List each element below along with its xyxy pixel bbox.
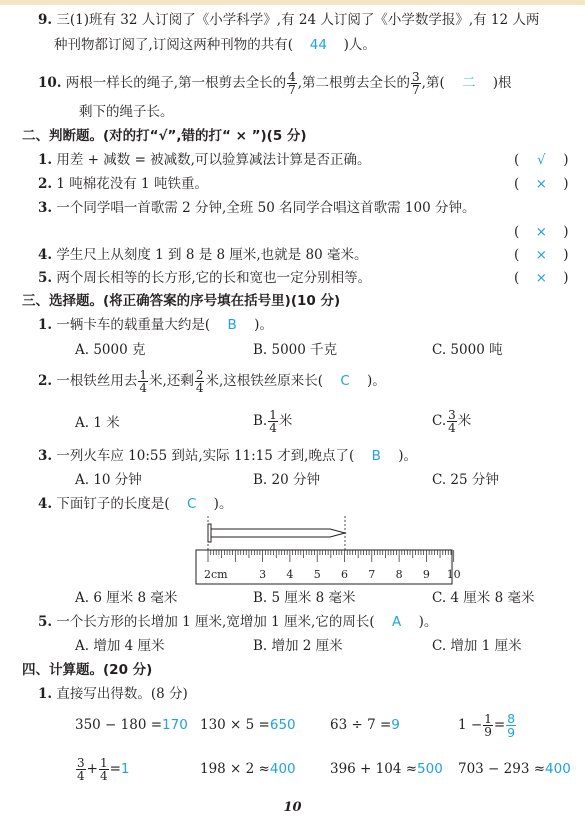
calc-item-6: 198 × 2 ≈400 bbox=[200, 761, 296, 777]
q9-text1: 三(1)班有 32 人订阅了《小学科学》,有 24 人订阅了《小学数学报》,有 12 人两 bbox=[56, 12, 540, 28]
judge-answer-2: ( × ) bbox=[514, 176, 569, 192]
ruler-nail-figure bbox=[190, 514, 462, 586]
choice-q5: 5. 一个长方形的长增加 1 厘米,宽增加 1 厘米,它的周长( A )。 bbox=[38, 614, 438, 630]
choice-q1: 1. 一辆卡车的载重量大约是( B )。 bbox=[38, 317, 273, 333]
choice-q5-answer: A bbox=[391, 614, 402, 630]
choice-q5-option-b: B. 增加 2 厘米 bbox=[253, 638, 343, 654]
calc-item-8: 703 − 293 ≈400 bbox=[458, 761, 571, 777]
calc-item-2: 130 × 5 =650 bbox=[200, 717, 296, 733]
judge-answer-5: ( × ) bbox=[514, 270, 569, 286]
q10-p1: 两根一样长的绳子,第一根剪去全长的 bbox=[65, 75, 287, 91]
choice-q4-answer: C bbox=[186, 496, 197, 512]
choice-q3-option-c: C. 25 分钟 bbox=[432, 472, 499, 488]
judge-item-1: 1. 用差 + 减数 = 被减数,可以验算减法计算是否正确。 bbox=[38, 152, 371, 168]
ruler-label: 9 bbox=[422, 568, 430, 581]
choice-q3: 3. 一列火车应 10:55 到站,实际 11:15 才到,晚点了( B )。 bbox=[38, 448, 417, 464]
choice-q1-option-b: B. 5000 千克 bbox=[253, 342, 338, 358]
q10-line2: 剩下的绳子长。 bbox=[79, 104, 174, 120]
calc-item-4-answer: $\frac{8}{9}$ bbox=[507, 711, 516, 740]
choice-q5-option-c: C. 增加 1 厘米 bbox=[432, 638, 522, 654]
choice-q4-option-b: B. 5 厘米 8 毫米 bbox=[253, 590, 356, 606]
q10-line1 bbox=[38, 68, 512, 98]
choice-q1-answer: B bbox=[227, 317, 237, 333]
ruler-body bbox=[196, 550, 452, 584]
q9-answer: 44 bbox=[309, 37, 327, 53]
ruler-label: 8 bbox=[395, 568, 403, 581]
q10-p2: ,第二根剪去全长的 bbox=[297, 75, 411, 91]
ruler-label: 6 bbox=[341, 568, 348, 581]
judge-answer-1: ( √ ) bbox=[514, 152, 569, 168]
choice-q2-answer: C bbox=[340, 373, 350, 389]
choice-q5-option-a: A. 增加 4 厘米 bbox=[75, 638, 165, 654]
choice-q1-option-a: A. 5000 克 bbox=[75, 342, 146, 358]
judge-item-5: 5. 两个周长相等的长方形,它的长和宽也一定分别相等。 bbox=[38, 270, 372, 286]
choice-q2: 2. 一根铁丝用去 $\frac{1}{4}$ 米,还剩 $\frac{2}{4}$ 米,这根铁丝原来长( C )。 bbox=[38, 368, 386, 395]
q10-fraction-2: $\frac{3}{7}$ bbox=[412, 70, 420, 97]
choice-q2-option-c: C. $\frac{3}{4}$ 米 bbox=[432, 408, 472, 435]
q10-answer: 二 bbox=[461, 75, 476, 91]
choice-q2-fraction-2: $\frac{2}{4}$ bbox=[195, 368, 204, 395]
choice-q4-option-a: A. 6 厘米 8 毫米 bbox=[75, 590, 178, 606]
page-number: 10 bbox=[283, 800, 302, 815]
calc-item-7: 396 + 104 ≈500 bbox=[330, 761, 443, 777]
section2-title: 二、判断题。(对的打“√”,错的打“ × ”)(5 分) bbox=[22, 128, 307, 144]
judge-item-4: 4. 学生尺上从刻度 1 到 8 是 8 厘米,也就是 80 毫米。 bbox=[38, 247, 368, 263]
calc-item-1: 350 − 180 =170 bbox=[75, 717, 188, 733]
section4-sub1: 1. 直接写出得数。(8 分) bbox=[38, 686, 188, 702]
q10-fraction-1: $\frac{4}{7}$ bbox=[288, 70, 296, 97]
choice-q2-option-a: A. 1 米 bbox=[75, 415, 120, 431]
top-border bbox=[0, 0, 585, 5]
judge-answer-4: ( × ) bbox=[514, 247, 569, 263]
ruler-label: 5 bbox=[313, 568, 321, 581]
q10-p4: )根 bbox=[492, 75, 512, 91]
choice-q4-option-c: C. 4 厘米 8 毫米 bbox=[432, 590, 535, 606]
ruler-label: 3 bbox=[259, 568, 267, 581]
judge-answer-3: ( × ) bbox=[514, 224, 569, 240]
q9-number: 9. bbox=[38, 12, 53, 28]
calc-item-3: 63 ÷ 7 =9 bbox=[330, 717, 400, 733]
judge-item-2: 2. 1 吨棉花没有 1 吨铁重。 bbox=[38, 176, 208, 192]
q9-text2b: )人。 bbox=[343, 37, 376, 53]
calc-item-4: 1 − $\frac{1}{9}$ = $\frac{8}{9}$ bbox=[458, 711, 516, 740]
calc-item-5: $\frac{3}{4}$ + $\frac{1}{4}$ =1 bbox=[77, 756, 130, 783]
q10-number: 10. bbox=[38, 75, 62, 91]
ruler-label: 10 bbox=[446, 568, 461, 581]
q9-line1 bbox=[38, 11, 539, 29]
q9-text2a: 种刊物都订阅了,订阅这两种刊物的共有( bbox=[54, 37, 294, 53]
choice-q3-answer: B bbox=[371, 448, 381, 464]
choice-q4: 4. 下面钉子的长度是( C )。 bbox=[38, 496, 233, 512]
q9-line2 bbox=[54, 36, 376, 54]
choice-q3-option-b: B. 20 分钟 bbox=[253, 472, 320, 488]
section4-title: 四、计算题。(20 分) bbox=[22, 662, 153, 678]
nail-shaft bbox=[211, 529, 345, 537]
section3-title: 三、选择题。(将正确答案的序号填在括号里)(10 分) bbox=[22, 293, 341, 309]
choice-q3-option-a: A. 10 分钟 bbox=[75, 472, 142, 488]
q10-p3: ,第( bbox=[421, 75, 445, 91]
choice-q2-fraction-1: $\frac{1}{4}$ bbox=[139, 368, 148, 395]
choice-q2-option-b: B. $\frac{1}{4}$ 米 bbox=[253, 408, 293, 435]
ruler-unit-label: 2cm bbox=[204, 568, 228, 581]
ruler-label: 7 bbox=[368, 568, 376, 581]
choice-q1-option-c: C. 5000 吨 bbox=[432, 342, 503, 358]
judge-item-3: 3. 一个同学唱一首歌需 2 分钟,全班 50 名同学合唱这首歌需 100 分钟。 bbox=[38, 200, 476, 216]
ruler-label: 4 bbox=[286, 568, 294, 581]
